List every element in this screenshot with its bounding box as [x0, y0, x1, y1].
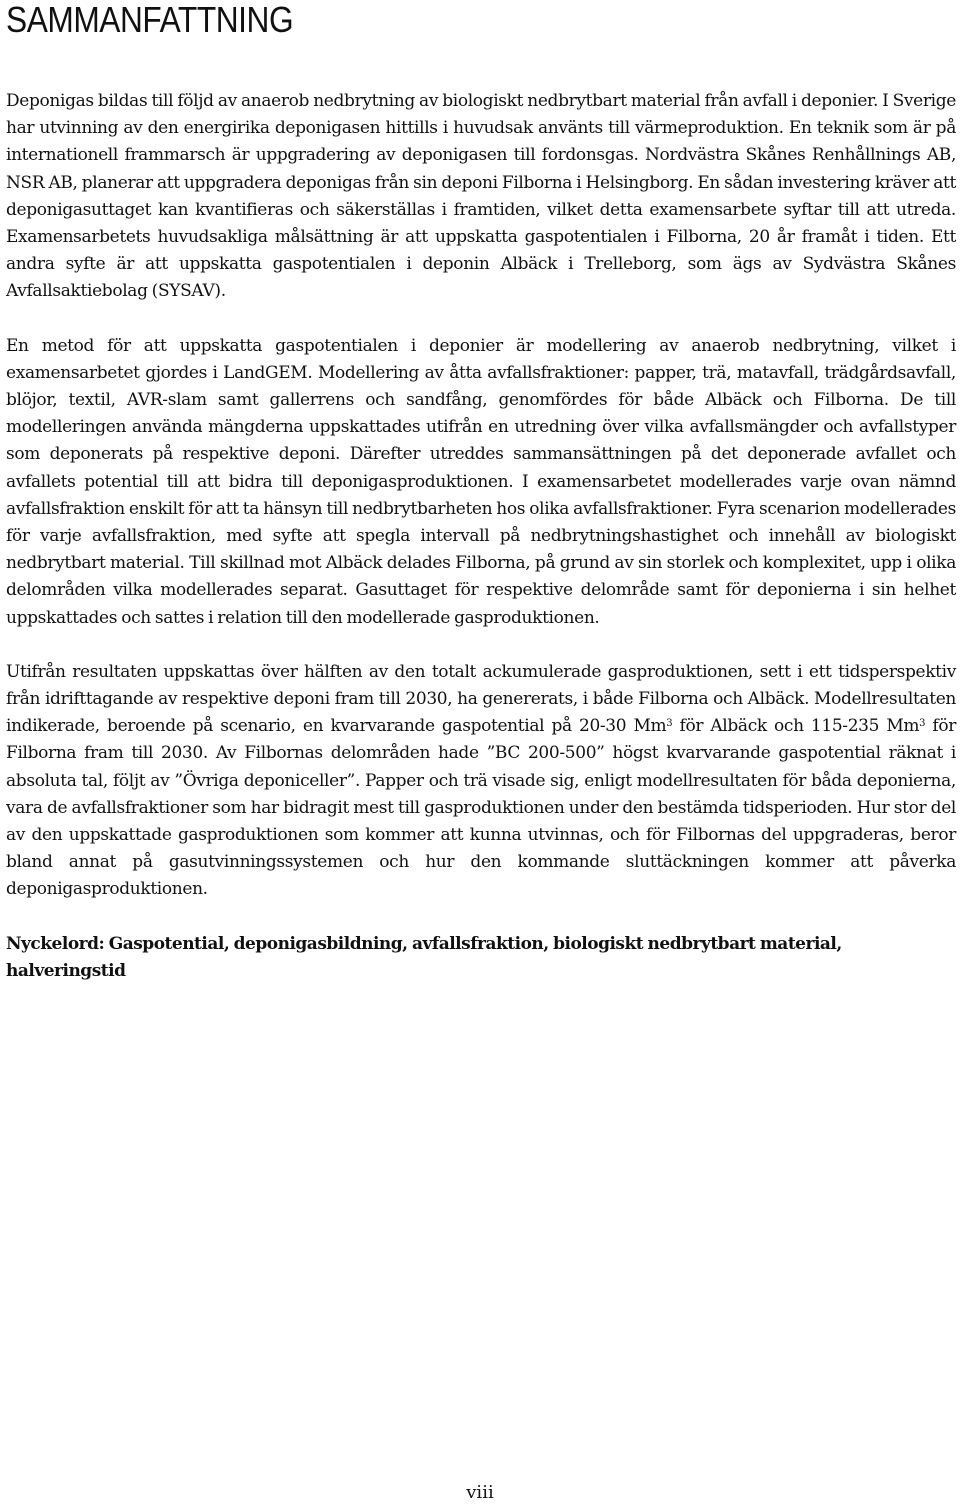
- page-title: SAMMANFATTNING: [6, 0, 294, 40]
- paragraph-1-text: Deponigas bildas till följd av anaerob nedbrytning av biologiskt nedbrytbart material från avfall i deponier. I Sverige har utvinning av den energirika deponigasen hittills i huvudsak använts till värmeproduktion. En teknik som är på internationell frammarsch är uppgradering av deponigasen till fordonsgas. Nordvästra Skånes Renhållnings AB, NSR AB, planerar att uppgradera deponigas från sin deponi Filborna i Helsingborg. En sådan investering kräver att deponigasuttaget kan kvantifieras och säkerställas i framtiden, vilket detta examensarbete syftar till att utreda. Examensarbetets huvudsakliga målsättning är att uppskatta gaspotentialen i Filborna, 20 år framåt i tiden. Ett andra syfte är att uppskatta gaspotentialen i deponin Albäck i Trelleborg, som ägs av Sydvästra Skånes Avfallsaktiebolag (SYSAV).: [6, 91, 956, 302]
- paragraph-2-text: En metod för att uppskatta gaspotentialen i deponier är modellering av anaerob nedbrytning, vilket i examensarbetet gjordes i LandGEM. Modellering av åtta avfallsfraktioner: papper, trä, matavfall, trädgårdsavfall, blöjor, textil, AVR-slam samt gallerrens och sandfång, genomfördes för både Albäck och Filborna. De till modelleringen använda mängderna uppskattades utifrån en utredning över vilka avfallsmängder och avfallstyper som deponerats på respektive deponi. Därefter utreddes sammansättningen på det deponerade avfallet och avfallets potential till att bidra till deponigasproduktionen. I examensarbetet modellerades varje ovan nämnd avfallsfraktion enskilt för att ta hänsyn till nedbrytbarheten hos olika avfallsfraktioner. Fyra scenarion modellerades för varje avfallsfraktion, med syfte att spegla intervall på nedbrytningshastighet och innehåll av biologiskt nedbrytbart material. Till skillnad mot Albäck delades Filborna, på grund av sin storlek och komplexitet, upp i olika delområden vilka modellerades separat. Gasuttaget för respektive delområde samt för deponierna i sin helhet uppskattades och sattes i relation till den modellerade gasproduktionen.: [6, 335, 956, 628]
- paragraph-2: [6, 333, 956, 632]
- paragraph-3: [6, 659, 956, 904]
- superscript-cubic: 3: [666, 718, 673, 730]
- abstract-body: [6, 88, 956, 1012]
- page-number: viii: [466, 1482, 494, 1503]
- paragraph-3-text-end: för Filborna fram till 2030. Av Filbornas delområden hade ”BC 200-500” högst kvarvarande gaspotential räknat i absoluta tal, följt av ”Övriga deponiceller”. Papper och trä visade sig, enligt modellresultaten för båda deponierna, vara de avfallsfraktioner som har bidragit mest till gasproduktionen under den bestämda tidsperioden. Hur stor del av den uppskattade gasproduktionen som kommer att kunna utvinnas, och för Filbornas del uppgraderas, beror bland annat på gasutvinningssystemen och hur den kommande sluttäckningen kommer att påverka deponigasproduktionen.: [6, 716, 956, 900]
- keywords: Nyckelord: Gaspotential, deponigasbildning, avfallsfraktion, biologiskt nedbrytbart material, halveringstid: [6, 933, 842, 981]
- paragraph-3-text-start: Utifrån resultaten uppskattas över hälften av den totalt ackumulerade gasproduktionen, sett i ett tidsperspektiv från idrifttagande av respektive deponi fram till 2030, ha genererats, i både Filborna och Albäck. Modellresultaten indikerade, beroende på scenario, en kvarvarande gaspotential på 20-30 Mm: [6, 661, 956, 737]
- paragraph-3-text-middle: för Albäck och 115-235 Mm: [672, 716, 920, 737]
- paragraph-1: [6, 88, 956, 306]
- superscript-cubic: 3: [919, 718, 926, 730]
